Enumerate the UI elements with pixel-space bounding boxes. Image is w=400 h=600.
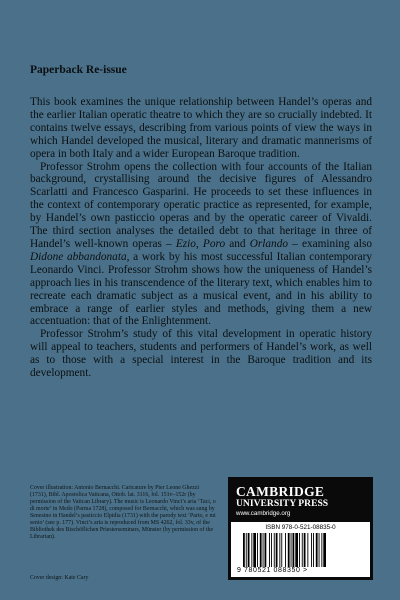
- publisher-url: www.cambridge.org: [236, 510, 291, 517]
- section-heading: Paperback Re-issue: [30, 64, 127, 76]
- blurb-paragraph-3: Professor Strohm’s study of this vital development in operatic history will appeal to teachers, students and performers of Handel’s work, as well as to those with a special interest in the Baroque tradition and its development.: [30, 328, 372, 380]
- cover-design-credit: Cover design: Kate Cary: [30, 575, 89, 581]
- publisher-subtitle: UNIVERSITY PRESS: [236, 498, 329, 509]
- barcode-panel: [231, 522, 370, 577]
- blurb-paragraph-1: This book examines the unique relationship between Handel’s operas and the earlier Italian operatic theatre to which they are so crucially indebted. It contains twelve essays, describing from various points of view the ways in which Handel developed the musical, literary and dramatic mannerisms of opera in both Italy and a wider European Baroque tradition.: [30, 96, 372, 160]
- barcode-digits: 9 780521 088350 >: [237, 567, 308, 574]
- publisher-name: CAMBRIDGE: [236, 484, 325, 499]
- blurb-paragraph-2: Professor Strohm opens the collection with four accounts of the Italian background, crystallising around the decisive figures of Alessandro Scarlatti and Francesco Gasparini. He proceeds to set these influences in the context of contemporary operatic practice as represented, for example, by Handel’s own pasticcio operas and by the operatic career of Vivaldi. The third section analyses the detailed debt to that heritage in three of Handel’s well-known operas – Ezio, Poro and Orlando – examining also Didone abbandonata, a work by his most successful Italian contemporary Leonardo Vinci. Professor Strohm shows how the uniqueness of Handel’s approach lies in his transcendence of the literary text, which enables him to recreate each dramatic subject as a musical event, and in his ability to embrace a range of earlier styles and methods, giving them a new accentuation: that of the Enlightenment.: [30, 160, 372, 328]
- publisher-block: [228, 477, 373, 580]
- barcode-icon: [243, 533, 358, 567]
- blurb-body: [30, 96, 372, 380]
- isbn-label: ISBN 978-0-521-08835-0: [265, 524, 336, 531]
- cover-illustration-credit: Cover illustration: Antonio Bernacchi. Caricature by Pier Leone Ghezzi (1731), Bibl. Apostolica Vaticana, Ottob. lat. 3116, fol. 151v–152r (by permission of the Vatican Library). The music is Leonardo Vinci’s aria ‘Taci, o di morte’ in Medo (Parma 1728), composed for Bernacchi, which was sung by Senesino in Handel’s pasticcio Elpidia (1731) with the parody text ‘Parto, e mi senio’ (see p. 177). Vinci’s aria is reproduced from MS 4262, fol. 33v, of the Bibliothek des Bischöflichen Priesterseminars, Münster (by permission of the Librarian).: [30, 485, 216, 540]
